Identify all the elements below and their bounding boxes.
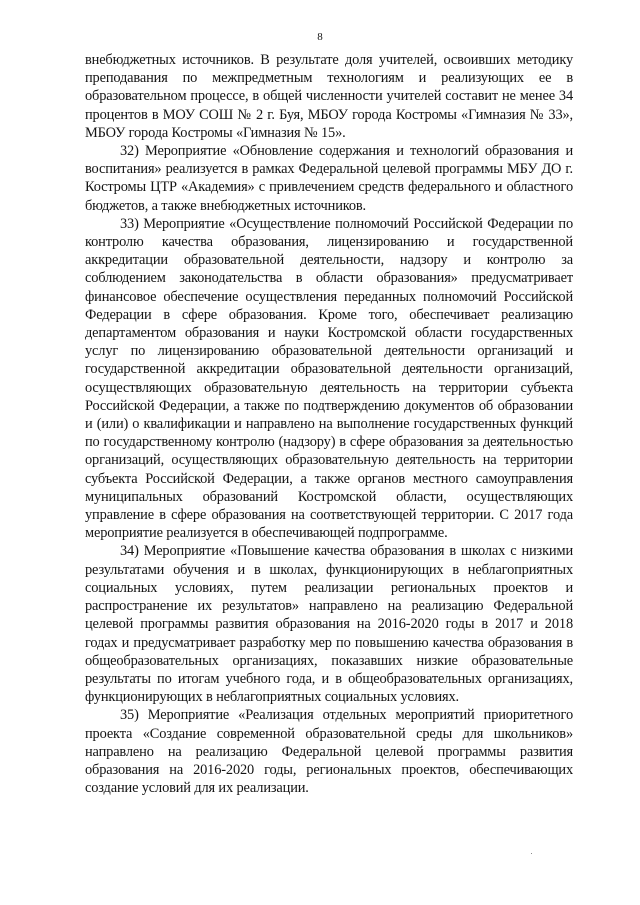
paragraph-continuation: внебюджетных источников. В результате доля учителей, освоивших методику преподавания по межпредметным технологиям и реализующих ее в образовательном процессе, в общей численности учителей составит не менее 34 процентов в МОУ СОШ № 2 г. Буя, МБОУ города Костромы «Гимназия № 33», МБОУ города Костромы «Гимназия № 15». (85, 52, 573, 141)
paragraph-item-32: 32) Мероприятие «Обновление содержания и технологий образования и воспитания» реализуется в рамках Федеральной целевой программы МБУ ДО г. Костромы ЦТР «Академия» с привлечением средств федерального и областного бюджетов, а также внебюджетных источников. (85, 143, 573, 214)
scan-speck (531, 853, 532, 854)
paragraph-item-34: 34) Мероприятие «Повышение качества образования в школах с низкими результатами обучения и в школах, функционирующих в неблагоприятных социальных условиях, путем реализации региональных проектов и распространение их результатов» направлено на реализацию Федеральной целевой программы развития образования на 2016-2020 годы в 2017 и 2018 годах и предусматривает разработку мер по повышению качества образования в общеобразовательных организациях, показавших низкие образовательные результаты по итогам учебного года, и в общеобразовательных организациях, функционирующих в неблагоприятных социальных условиях. (85, 543, 573, 706)
paragraph-item-35: 35) Мероприятие «Реализация отдельных мероприятий приоритетного проекта «Создание современной образовательной среды для школьников» направлено на реализацию Федеральной целевой программы развития образования на 2016-2020 годы, региональных проектов, обеспечивающих создание условий для их реализации. (85, 707, 573, 797)
document-body (85, 51, 573, 797)
page-number: 8 (317, 31, 323, 43)
paragraph-item-33: 33) Мероприятие «Осуществление полномочий Российской Федерации по контролю качества образования, лицензированию и государственной аккредитации образовательной деятельности, надзору и контролю за соблюдением законодательства в области образования» предусматривает финансовое обеспечение осуществления переданных полномочий Российской Федерации в сфере образования. Кроме того, обеспечивает реализацию департаментом образования и науки Костромской области государственных услуг по лицензированию образовательной деятельности организаций и государственной аккредитации образовательной деятельности организаций, осуществляющих образовательную деятельность на территории субъекта Российской Федерации, а также по подтверждению документов об образовании и (или) о квалификации и направлено на выполнение государственных функций по государственному контролю (надзору) в сфере образования за деятельностью организаций, осуществляющих образовательную деятельность на территории субъекта Российской Федерации, а также органов местного самоуправления муниципальных образований Костромской области, осуществляющих управление в сфере образования на соответствующей территории. С 2017 года мероприятие реализуется в обеспечивающей подпрограмме. (85, 215, 573, 542)
